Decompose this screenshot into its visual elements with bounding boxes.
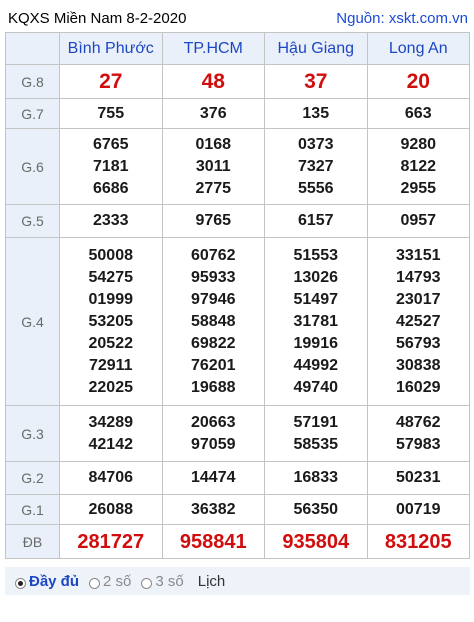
prize-number: 33151: [396, 246, 441, 264]
prize-cell: [367, 495, 470, 525]
prize-number: 48762: [396, 413, 441, 431]
prize-cell: [162, 238, 265, 406]
prize-cell: [162, 525, 265, 559]
prize-number: 00719: [396, 500, 441, 518]
display-options-bar: [5, 567, 470, 595]
prize-row: [6, 525, 470, 559]
prize-cell: [265, 238, 368, 406]
prize-number: 6686: [92, 179, 129, 197]
prize-number: 97946: [191, 290, 236, 308]
prize-label: ĐB: [6, 525, 60, 559]
prize-number: 37: [304, 69, 328, 93]
prize-cell: [60, 495, 163, 525]
option-2-digits[interactable]: [89, 573, 131, 590]
prize-number: 20: [406, 69, 430, 93]
prize-number: 56350: [293, 500, 338, 518]
prize-cell: [60, 205, 163, 238]
prize-number: 76201: [191, 356, 236, 374]
province-hậu-giang[interactable]: Hậu Giang: [265, 33, 368, 65]
prize-number: 376: [199, 104, 227, 122]
prize-number: 54275: [88, 268, 133, 286]
prize-cell: [367, 99, 470, 129]
prize-cell: [265, 99, 368, 129]
prize-number: 8122: [400, 157, 437, 175]
prize-number: 19688: [191, 378, 236, 396]
prize-number: 14474: [191, 469, 236, 486]
radio-icon[interactable]: [89, 578, 100, 589]
prize-row: [6, 495, 470, 525]
prize-number: 16833: [293, 469, 338, 486]
prize-label: G.8: [6, 65, 60, 99]
prize-row: [6, 406, 470, 462]
province-header-row: [6, 33, 470, 65]
prize-label: G.6: [6, 129, 60, 205]
prize-cell: [265, 129, 368, 205]
prize-number: 13026: [293, 268, 338, 286]
prize-number: 23017: [396, 290, 441, 308]
prize-number: 6765: [92, 135, 129, 153]
province-long-an[interactable]: Long An: [367, 33, 470, 65]
prize-cell: [367, 525, 470, 559]
prize-cell: [60, 65, 163, 99]
prize-number: 7327: [297, 157, 334, 175]
prize-row: [6, 238, 470, 406]
prize-row: [6, 205, 470, 238]
prize-number: 50231: [396, 469, 441, 486]
prize-number: 50008: [88, 246, 133, 264]
prize-number: 135: [302, 104, 330, 122]
prize-number: 72911: [88, 356, 133, 374]
prize-label: G.3: [6, 406, 60, 462]
prize-number: 663: [404, 104, 432, 122]
option-full[interactable]: [15, 573, 79, 590]
prize-number: 51497: [293, 290, 338, 308]
prize-number: 42527: [396, 312, 441, 330]
lottery-table: [5, 32, 470, 559]
prize-number: 958841: [179, 530, 247, 553]
prize-number: 53205: [88, 312, 133, 330]
prize-number: 26088: [88, 500, 133, 518]
prize-number: 16029: [396, 378, 441, 396]
prize-number: 6157: [297, 212, 334, 229]
prize-number: 31781: [293, 312, 338, 330]
prize-cell: [60, 99, 163, 129]
prize-number: 20663: [191, 413, 236, 431]
prize-number: 0168: [195, 135, 232, 153]
prize-cell: [162, 129, 265, 205]
results-header: [5, 5, 470, 32]
province-bình-phước[interactable]: Bình Phước: [60, 33, 163, 65]
prize-number: 51553: [293, 246, 338, 264]
prize-cell: [367, 65, 470, 99]
prize-number: 34289: [88, 413, 133, 431]
prize-number: 48: [201, 69, 225, 93]
prize-number: 58848: [191, 312, 236, 330]
prize-cell: [265, 525, 368, 559]
prize-row: [6, 65, 470, 99]
prize-number: 57983: [396, 435, 441, 453]
prize-number: 5556: [297, 179, 334, 197]
prize-label: G.2: [6, 462, 60, 495]
prize-number: 27: [99, 69, 123, 93]
prize-number: 49740: [293, 378, 338, 396]
prize-number: 44992: [293, 356, 338, 374]
prize-number: 01999: [88, 290, 133, 308]
prize-number: 2775: [195, 179, 232, 197]
prize-number: 36382: [191, 500, 236, 518]
prize-number: 42142: [88, 435, 133, 453]
option-3-digits-label: 3 số: [155, 572, 184, 590]
prize-cell: [265, 205, 368, 238]
option-full-label: Đầy đủ: [29, 572, 80, 590]
results-panel: [5, 5, 470, 559]
prize-cell: [162, 65, 265, 99]
prize-rows: [6, 65, 470, 559]
prize-cell: [60, 129, 163, 205]
prize-number: 7181: [92, 157, 129, 175]
prize-label: G.7: [6, 99, 60, 129]
corner-cell: [6, 33, 60, 65]
calendar-link[interactable]: Lịch: [197, 572, 226, 590]
prize-label: G.4: [6, 238, 60, 406]
radio-icon[interactable]: [15, 578, 26, 589]
prize-number: 22025: [88, 378, 133, 396]
prize-cell: [60, 238, 163, 406]
option-2-digits-label: 2 số: [103, 572, 132, 590]
prize-number: 281727: [77, 530, 145, 553]
prize-cell: [60, 462, 163, 495]
option-3-digits[interactable]: [141, 573, 183, 590]
prize-cell: [367, 406, 470, 462]
prize-cell: [265, 462, 368, 495]
prize-cell: [367, 205, 470, 238]
prize-number: 95933: [191, 268, 236, 286]
prize-number: 9765: [195, 212, 232, 229]
prize-row: [6, 99, 470, 129]
prize-cell: [60, 406, 163, 462]
prize-number: 97059: [191, 435, 236, 453]
source-link[interactable]: Nguồn: xskt.com.vn: [336, 10, 468, 27]
prize-number: 935804: [282, 530, 350, 553]
prize-cell: [162, 99, 265, 129]
prize-number: 56793: [396, 334, 441, 352]
prize-number: 2333: [92, 212, 129, 229]
prize-number: 20522: [88, 334, 133, 352]
prize-number: 30838: [396, 356, 441, 374]
prize-number: 2955: [400, 179, 437, 197]
prize-number: 755: [97, 104, 125, 122]
prize-number: 0373: [297, 135, 334, 153]
prize-number: 84706: [88, 469, 133, 486]
prize-number: 9280: [400, 135, 437, 153]
province-tp-hcm[interactable]: TP.HCM: [162, 33, 265, 65]
prize-cell: [162, 495, 265, 525]
prize-label: G.1: [6, 495, 60, 525]
prize-cell: [162, 462, 265, 495]
prize-number: 14793: [396, 268, 441, 286]
results-title: KQXS Miền Nam 8-2-2020: [8, 10, 187, 27]
prize-cell: [265, 406, 368, 462]
prize-cell: [367, 238, 470, 406]
prize-number: 57191: [293, 413, 338, 431]
prize-row: [6, 129, 470, 205]
prize-number: 19916: [293, 334, 338, 352]
prize-number: 0957: [400, 212, 437, 229]
prize-cell: [367, 129, 470, 205]
prize-number: 60762: [191, 246, 236, 264]
prize-cell: [367, 462, 470, 495]
prize-cell: [162, 205, 265, 238]
prize-number: 69822: [191, 334, 236, 352]
prize-number: 58535: [293, 435, 338, 453]
prize-cell: [60, 525, 163, 559]
prize-number: 3011: [195, 157, 231, 175]
prize-cell: [265, 495, 368, 525]
prize-cell: [265, 65, 368, 99]
prize-row: [6, 462, 470, 495]
prize-label: G.5: [6, 205, 60, 238]
radio-icon[interactable]: [141, 578, 152, 589]
prize-cell: [162, 406, 265, 462]
prize-number: 831205: [384, 530, 452, 553]
